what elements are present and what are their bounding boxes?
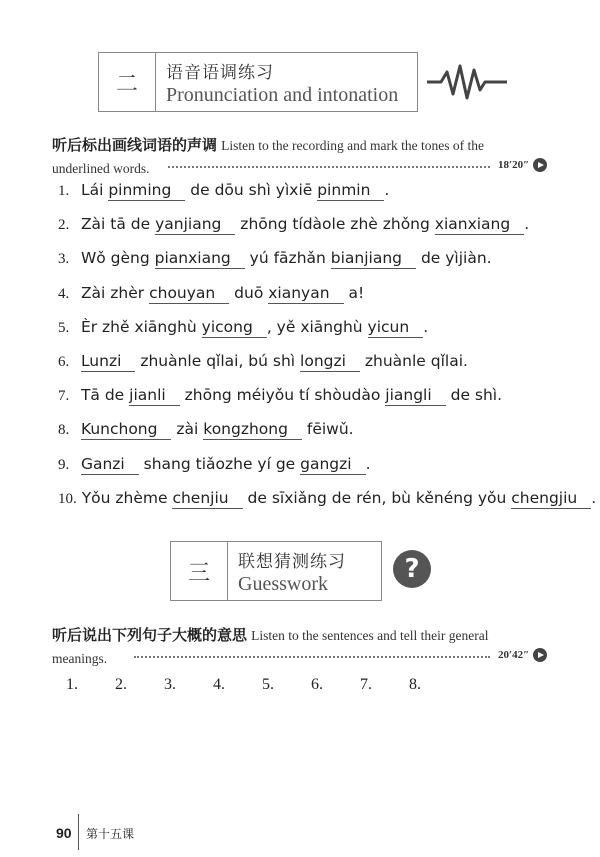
- underlined-word[interactable]: pinmin: [317, 180, 384, 201]
- list-item: [58, 317, 558, 351]
- underlined-word[interactable]: pianxiang: [155, 248, 245, 269]
- underlined-word[interactable]: xianyan: [268, 283, 343, 304]
- sentence-text: yú fāzhǎn: [244, 249, 331, 268]
- answer-number: 4.: [213, 676, 225, 693]
- underlined-word[interactable]: Ganzi: [81, 454, 139, 475]
- play-icon[interactable]: [533, 158, 547, 172]
- underlined-word[interactable]: yicun: [368, 317, 424, 338]
- play-icon[interactable]: [533, 648, 547, 662]
- sentence-text: de shì.: [445, 386, 503, 405]
- sentence-text: de sīxiǎng de rén, bù kěnéng yǒu: [242, 488, 512, 507]
- sentence-text: zhuànle qǐlai, bú shì: [135, 351, 301, 370]
- answer-number: 3.: [164, 676, 176, 693]
- underlined-word[interactable]: chenjiu: [172, 488, 242, 509]
- underlined-word[interactable]: xianxiang: [435, 214, 524, 235]
- timestamp-3: 20′42″: [498, 649, 530, 661]
- item-number: 5.: [58, 319, 70, 336]
- item-number: 1.: [58, 183, 70, 199]
- list-item: [58, 248, 558, 282]
- instruction-3-cn: 听后说出下列句子大概的意思: [52, 626, 248, 644]
- instruction-2-leader: [168, 166, 490, 168]
- underlined-word[interactable]: kongzhong: [203, 419, 302, 440]
- section-3-title-en: Guesswork: [238, 572, 328, 595]
- question-mark-icon: ?: [393, 550, 431, 588]
- underlined-word[interactable]: gangzi: [300, 454, 365, 475]
- item-number: 9.: [58, 456, 70, 473]
- answer-numbers: [66, 676, 458, 694]
- section-2-title-en: Pronunciation and intonation: [166, 83, 399, 106]
- underlined-word[interactable]: Lunzi: [81, 351, 135, 372]
- instruction-3-leader: [134, 656, 490, 658]
- item-number: 2.: [58, 217, 70, 234]
- lesson-label: 第十五课: [86, 827, 135, 841]
- answer-number: 2.: [115, 676, 127, 693]
- answer-number: 6.: [311, 676, 323, 693]
- sentence-text: .: [384, 181, 390, 199]
- item-number: 4.: [58, 285, 70, 302]
- instruction-3: [52, 624, 552, 671]
- section-3-title-cn: 联想猜测练习: [238, 551, 346, 572]
- answer-number: 1.: [66, 676, 78, 693]
- sentence-text: .: [524, 215, 530, 234]
- pinyin-list: [58, 180, 597, 522]
- sentence-text: duō: [229, 283, 269, 302]
- section-2-header: [98, 52, 418, 112]
- underlined-word[interactable]: Kunchong: [81, 419, 172, 440]
- sentence-text: zhōng tídàole zhè zhǒng: [235, 215, 435, 234]
- list-item: [58, 283, 558, 317]
- sentence-text: Èr zhě xiānghù: [80, 317, 202, 336]
- sentence-text: .: [591, 488, 597, 507]
- underlined-word[interactable]: yicong: [202, 317, 267, 338]
- underlined-word[interactable]: pinming: [108, 180, 185, 201]
- sentence-text: .: [423, 317, 429, 336]
- sentence-text: Yǒu zhème: [81, 488, 173, 507]
- list-item: [58, 180, 558, 214]
- timestamp-2: 18′20″: [498, 159, 530, 171]
- sentence-text: Wǒ gèng: [80, 249, 155, 268]
- item-number: 6.: [58, 353, 70, 370]
- list-item: [58, 351, 558, 385]
- instruction-2-en-2: underlined words.: [52, 161, 150, 176]
- sentence-text: Lái: [80, 181, 109, 199]
- instruction-2: [52, 134, 552, 181]
- item-number: 7.: [58, 388, 70, 405]
- sentence-text: shang tiǎozhe yí ge: [138, 454, 301, 473]
- list-item: [58, 488, 597, 522]
- section-3-number: 三: [171, 542, 228, 600]
- section-3-header: [170, 541, 382, 601]
- item-number: 3.: [58, 251, 70, 268]
- underlined-word[interactable]: yanjiang: [155, 214, 235, 235]
- underlined-word[interactable]: jiangli: [385, 385, 445, 406]
- sentence-text: zài: [171, 420, 204, 439]
- underlined-word[interactable]: chengjiu: [511, 488, 591, 509]
- underlined-word[interactable]: longzi: [300, 351, 360, 372]
- answer-number: 5.: [262, 676, 274, 693]
- sentence-text: .: [365, 454, 371, 473]
- sentence-text: Zài zhèr: [80, 283, 150, 302]
- sentence-text: a!: [343, 283, 365, 302]
- footer-divider: [78, 814, 79, 850]
- instruction-3-en-1: Listen to the sentences and tell their general: [251, 628, 489, 643]
- sentence-text: fēiwǔ.: [301, 420, 354, 439]
- page-number: 90: [56, 825, 72, 841]
- sentence-text: zhuànle qǐlai.: [359, 351, 468, 370]
- section-2-number: 二: [99, 53, 156, 111]
- sentence-text: de dōu shì yìxiē: [185, 181, 318, 199]
- list-item: [58, 385, 558, 419]
- underlined-word[interactable]: bianjiang: [331, 248, 416, 269]
- sentence-text: Tā de: [80, 386, 130, 405]
- instruction-2-en-1: Listen to the recording and mark the tones of the: [221, 138, 484, 153]
- answer-number: 8.: [409, 676, 421, 693]
- item-number: 10.: [58, 490, 77, 507]
- sentence-text: zhōng méiyǒu tí shòudào: [179, 386, 386, 405]
- section-2-title-cn: 语音语调练习: [166, 62, 274, 83]
- sentence-text: de yìjiàn.: [416, 249, 492, 268]
- answer-number: 7.: [360, 676, 372, 693]
- item-number: 8.: [58, 422, 70, 439]
- list-item: [58, 454, 558, 488]
- audio-wave-icon: [427, 62, 507, 102]
- sentence-text: Zài tā de: [80, 215, 156, 234]
- sentence-text: , yě xiānghù: [266, 317, 368, 336]
- underlined-word[interactable]: jianli: [129, 385, 180, 406]
- list-item: [58, 419, 558, 453]
- list-item: [58, 214, 558, 248]
- instruction-2-cn: 听后标出画线词语的声调: [52, 136, 218, 154]
- underlined-word[interactable]: chouyan: [149, 283, 229, 304]
- instruction-3-en-2: meanings.: [52, 651, 108, 666]
